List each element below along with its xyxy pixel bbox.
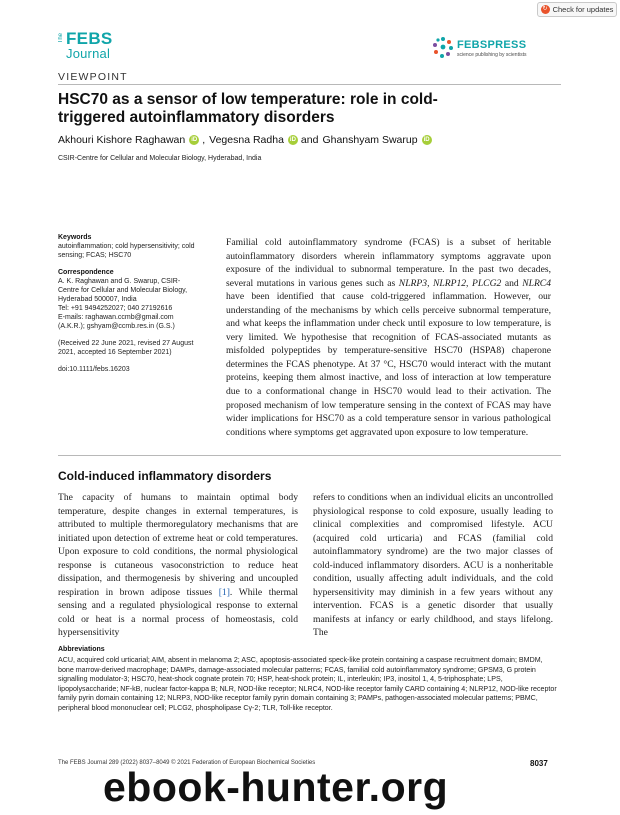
gene-name: NLRP3 [398,277,428,289]
body-text: . While thermal sensing and a regulated physiological response to external cold or heat is a normal process of homeostasis, cold hypersensitivity [58,586,299,639]
section-heading: Cold-induced inflammatory disorders [58,469,272,483]
body-text: The capacity of humans to maintain optimal body temperature, despite changes in external temperatures, is attributed to multiple thermoregulatory mechanisms that are initiated upon detection of extreme heat or cold temperatures. Upon exposure to cold conditions, the normal physiological response is cutaneous vasoconstriction to reduce heat dissipation, and thermogenesis by shivering and uncoupled respiration in brown adipose tissues [58,492,298,598]
abstract-part: Familial cold autoinflammatory syndrome (FCAS) is a subset of heritable autoinflammatory disorders wherein inflammatory symptoms aggravate upon exposure of the individual to subnormal temperature. In the past two decades, several mutations in various genes such as [226,237,551,289]
abstract-part: , [466,277,472,289]
abbreviations-heading: Abbreviations [58,646,105,653]
abstract-part: have been identified that cause cold-triggered inflammation. However, our understanding of the mechanisms by which cells perceive subnormal temperature, and what keeps the inflammation under check until exposure to low temperature, is very limited. We hypothesise that recognition of FCAS-associated mutants as misfolded polypeptides by temperature-sensitive HSC70 (HSPA8) chaperone determines the FCAS phenotype. At 37 °C, HSC70 would interact with the mutant proteins, keeping them almost inactive, and loss of interaction at low temperature due to a conformational change in HSC70 would lead to their activation. The proposed mechanism of low temperature sensing in the context of FCAS may have wider implications for HSC70 as a cold temperature sensor in various pathological conditions where symptoms get aggravated upon exposure to low temperature. [226,291,551,438]
article-type-label: VIEWPOINT [58,71,128,83]
author-name: Akhouri Kishore Raghawan [58,134,186,146]
author-separator: and [300,134,319,146]
article-title: HSC70 as a sensor of low temperature: role in cold-triggered autoinflammatory disorders [58,91,438,126]
footer-citation: The FEBS Journal 289 (2022) 8037–8049 © 2021 Federation of European Biochemical Societies [58,760,316,766]
orcid-icon[interactable]: iD [191,137,198,143]
body-column-right: refers to conditions when an individual elicits an uncontrolled physiological response to cold exposure, usually leading to clinical complexities and compromised lifestyle. ACU (acquired cold urticaria) and FCAS (familial cold autoinflammatory syndrome) are the two major classes of cold-induced inflammatory disorders. ACU is a nonheritable condition, usually affecting adult individuals, and the cold hypersensitivity may diminish in a few years without any intervention. FCAS is a genetic disorder that usually manifests at infancy or early childhood, and stays lifelong. The [313,492,553,639]
orcid-icon[interactable]: iD [289,137,296,143]
journal-name-text: Journal [66,46,111,61]
author-affiliation: CSIR-Centre for Cellular and Molecular Biology, Hyderabad, India [58,155,262,162]
abstract-part: , [427,277,433,289]
reference-link[interactable]: [1] [218,586,230,598]
correspondence-block [58,268,216,331]
article-sidebar [58,233,216,382]
gene-name: PLCG2 [471,277,502,289]
abstract-part: and [501,277,523,289]
keywords-heading: Keywords [58,234,92,241]
check-for-updates-button[interactable] [537,2,617,17]
author-name: Vegesna Radha [209,134,284,146]
febs-press-logo [432,36,552,62]
body-column-left [58,491,298,640]
check-updates-label: Check for updates [552,5,614,14]
received-dates: (Received 22 June 2021, revised 27 August 2021, accepted 16 September 2021) [58,340,194,356]
doi-link[interactable]: doi:10.1111/febs.16203 [58,366,130,373]
journal-the-text: The [58,33,64,44]
febs-press-tagline: science publishing by scientists [457,52,527,58]
journal-febs-text: FEBS [66,29,113,48]
keywords-block [58,233,216,260]
gene-name: NLRP12 [432,277,467,289]
author-list [58,134,435,146]
orcid-icon[interactable]: iD [423,137,430,143]
header-divider [58,84,561,85]
author-separator: , [202,134,206,146]
correspondence-heading: Correspondence [58,269,114,276]
abstract-divider [58,455,561,456]
abbreviations-text: ACU, acquired cold urticarial; AIM, absent in melanoma 2; ASC, apoptosis-associated speck-like protein containing a caspase recruitment domain; BMDM, bone marrow-derived macrophage; DAMPs, damage-associated molecular patterns; FCAS, familial cold autoinflammatory syndrome; GPSM3, G protein signalling modulator-3; HSC70, heat-shock cognate protein 70; HSP, heat-shock protein; IL, interleukin; IP3, inositol 1, 4, 5-triphosphate; LPS, lipopolysaccharide; NF-kB, nuclear factor-kappa B; NLR, NOD-like receptor; NLRC4, NOD-like receptor family CARD containing 4; NLRP12, NOD-like receptor family pyrin domain containing 12; NLRP3, NOD-like receptor family pyrin domain containing 3; PAMPs, pathogen-associated molecular patterns; PBMC, peripheral blood mononuclear cell; PLCG2, phospholipase Cγ-2; TLR, Toll-like receptor. [58,656,557,712]
febs-press-name: FEBSPRESS [457,39,527,51]
keywords-text: autoinflammation; cold hypersensitivity; cold sensing; FCAS; HSC70 [58,243,195,259]
update-icon: ↻ [542,6,548,12]
page-number: 8037 [530,759,548,768]
febs-press-dots-icon [432,36,454,58]
author-name: Ghanshyam Swarup [322,134,418,146]
correspondence-text: A. K. Raghawan and G. Swarup, CSIR- Centre for Cellular and Molecular Biology, Hyderabad 500007, India Tel: +91 9494252027; 040 27192616 E-mails: raghawan.ccmb@gmail.com (A.K.R.); gshyam@ccmb.res.in (G.S.) [58,278,188,330]
gene-name: NLRC4 [522,277,551,289]
abstract-text [226,236,551,439]
watermark-text: ebook-hunter.org [103,764,449,810]
